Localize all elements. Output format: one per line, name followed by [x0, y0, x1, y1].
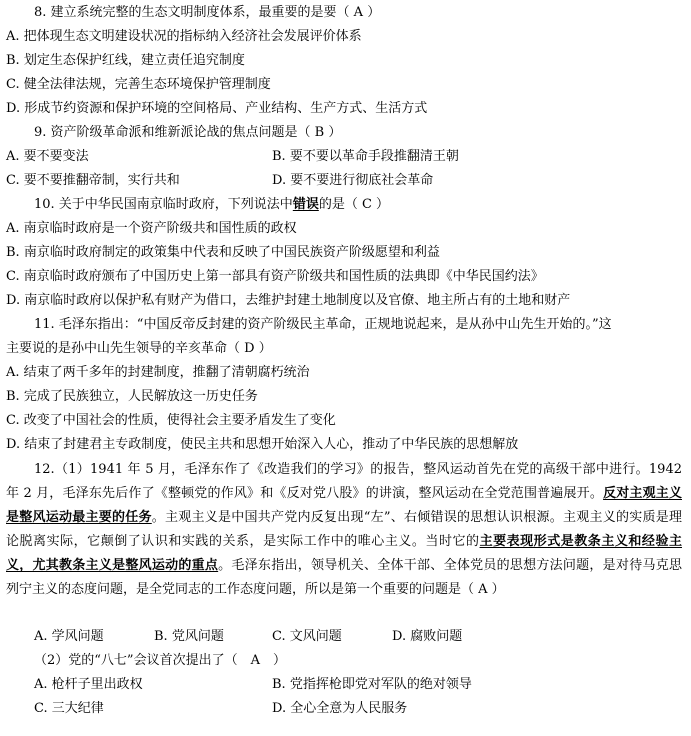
- q12-text-2: 。主观主义是中国共产党内反复出现“左”、右倾错误的思想认识根源。主观主义的实质是理论脱离实际，它颠倒了认识和实践的关系，是实际工作中的唯心主义。当时它的: [6, 510, 682, 549]
- q10-stem: [34, 195, 389, 215]
- q12-option-d: D. 腐败问题: [392, 629, 463, 644]
- q12-key-point-1: 反对主观主义是整风运动最主要的任务: [6, 486, 682, 525]
- q11-stem-line1: 11. 毛泽东指出：“中国反帝反封建的资产阶级民主革命，正规地说起来，是从孙中山先生开始的。”这: [34, 317, 612, 332]
- q12-sub2-option-b: B. 党指挥枪即党对军队的绝对领导: [272, 677, 472, 692]
- q12-option-c: C. 文风问题: [272, 629, 342, 644]
- q9-stem: 9. 资产阶级革命派和维新派论战的焦点问题是（ B ）: [34, 125, 342, 140]
- q10-option-d: D. 南京临时政府以保护私有财产为借口，去维护封建土地制度以及官僚、地主所占有的土地和财产: [6, 293, 571, 308]
- q12-sub2-option-a: A. 枪杆子里出政权: [34, 677, 143, 692]
- q11-stem-line2: 主要说的是孙中山先生领导的辛亥革命（ D ）: [6, 341, 272, 356]
- q8-stem: 8. 建立系统完整的生态文明制度体系，最重要的是要（ A ）: [34, 5, 381, 20]
- q11-option-c: C. 改变了中国社会的性质，使得社会主要矛盾发生了变化: [6, 413, 336, 428]
- q10-option-b: B. 南京临时政府制定的政策集中代表和反映了中国民族资产阶级愿望和利益: [6, 245, 440, 260]
- q10-stem-pre: 10. 关于中华民国南京临时政府，下列说法中: [34, 197, 293, 212]
- q12-option-b: B. 党风问题: [154, 629, 224, 644]
- q10-stem-post: 的是（ C ）: [318, 197, 390, 212]
- q12-sub2-stem: （2）党的“八七”会议首次提出了（ A ）: [34, 653, 286, 668]
- q10-option-a: A. 南京临时政府是一个资产阶级共和国性质的政权: [6, 221, 297, 236]
- q12-key-point-2: 主要表现形式是教条主义和经验主义，尤其教条主义是整风运动的重点: [6, 534, 682, 573]
- q9-option-b: B. 要不要以革命手段推翻清王朝: [272, 149, 459, 164]
- q9-option-c: C. 要不要推翻帝制，实行共和: [6, 173, 180, 188]
- q8-option-b: B. 划定生态保护红线，建立责任追究制度: [6, 53, 245, 68]
- q8-option-d: D. 形成节约资源和保护环境的空间格局、产业结构、生产方式、生活方式: [6, 101, 428, 116]
- q11-option-d: D. 结束了封建君主专政制度，使民主共和思想开始深入人心，推动了中华民族的思想解放: [6, 437, 519, 452]
- q10-option-c: C. 南京临时政府颁布了中国历史上第一部具有资产阶级共和国性质的法典即《中华民国约法》: [6, 269, 544, 284]
- q12-paragraph: [6, 458, 682, 602]
- q12-text-3: 。毛泽东指出，领导机关、全体干部、全体党员的思想方法问题，是对待马克思列宁主义的态度问题，是全党同志的工作态度问题，所以是第一个重要的问题是（ A ）: [6, 558, 682, 597]
- q9-option-d: D. 要不要进行彻底社会革命: [272, 173, 434, 188]
- q12-text-1: 12.（1）1941 年 5 月，毛泽东作了《改造我们的学习》的报告，整风运动首先在党的高级干部中进行。1942 年 2 月，毛泽东先后作了《整顿党的作风》和《反对党八股》的讲演，整风运动在全党范围普遍展开。: [6, 462, 682, 501]
- q9-option-a: A. 要不要变法: [6, 149, 89, 164]
- q8-option-a: A. 把体现生态文明建设状况的指标纳入经济社会发展评价体系: [6, 29, 362, 44]
- q12-sub2-option-c: C. 三大纪律: [34, 701, 104, 716]
- q12-sub2-option-d: D. 全心全意为人民服务: [272, 701, 408, 716]
- q12-option-a: A. 学风问题: [34, 629, 104, 644]
- q11-option-a: A. 结束了两千多年的封建制度，推翻了清朝腐朽统治: [6, 365, 310, 380]
- q11-option-b: B. 完成了民族独立，人民解放这一历史任务: [6, 389, 258, 404]
- q10-stem-emphasis: 错误: [292, 197, 319, 212]
- q8-option-c: C. 健全法律法规，完善生态环境保护管理制度: [6, 77, 271, 92]
